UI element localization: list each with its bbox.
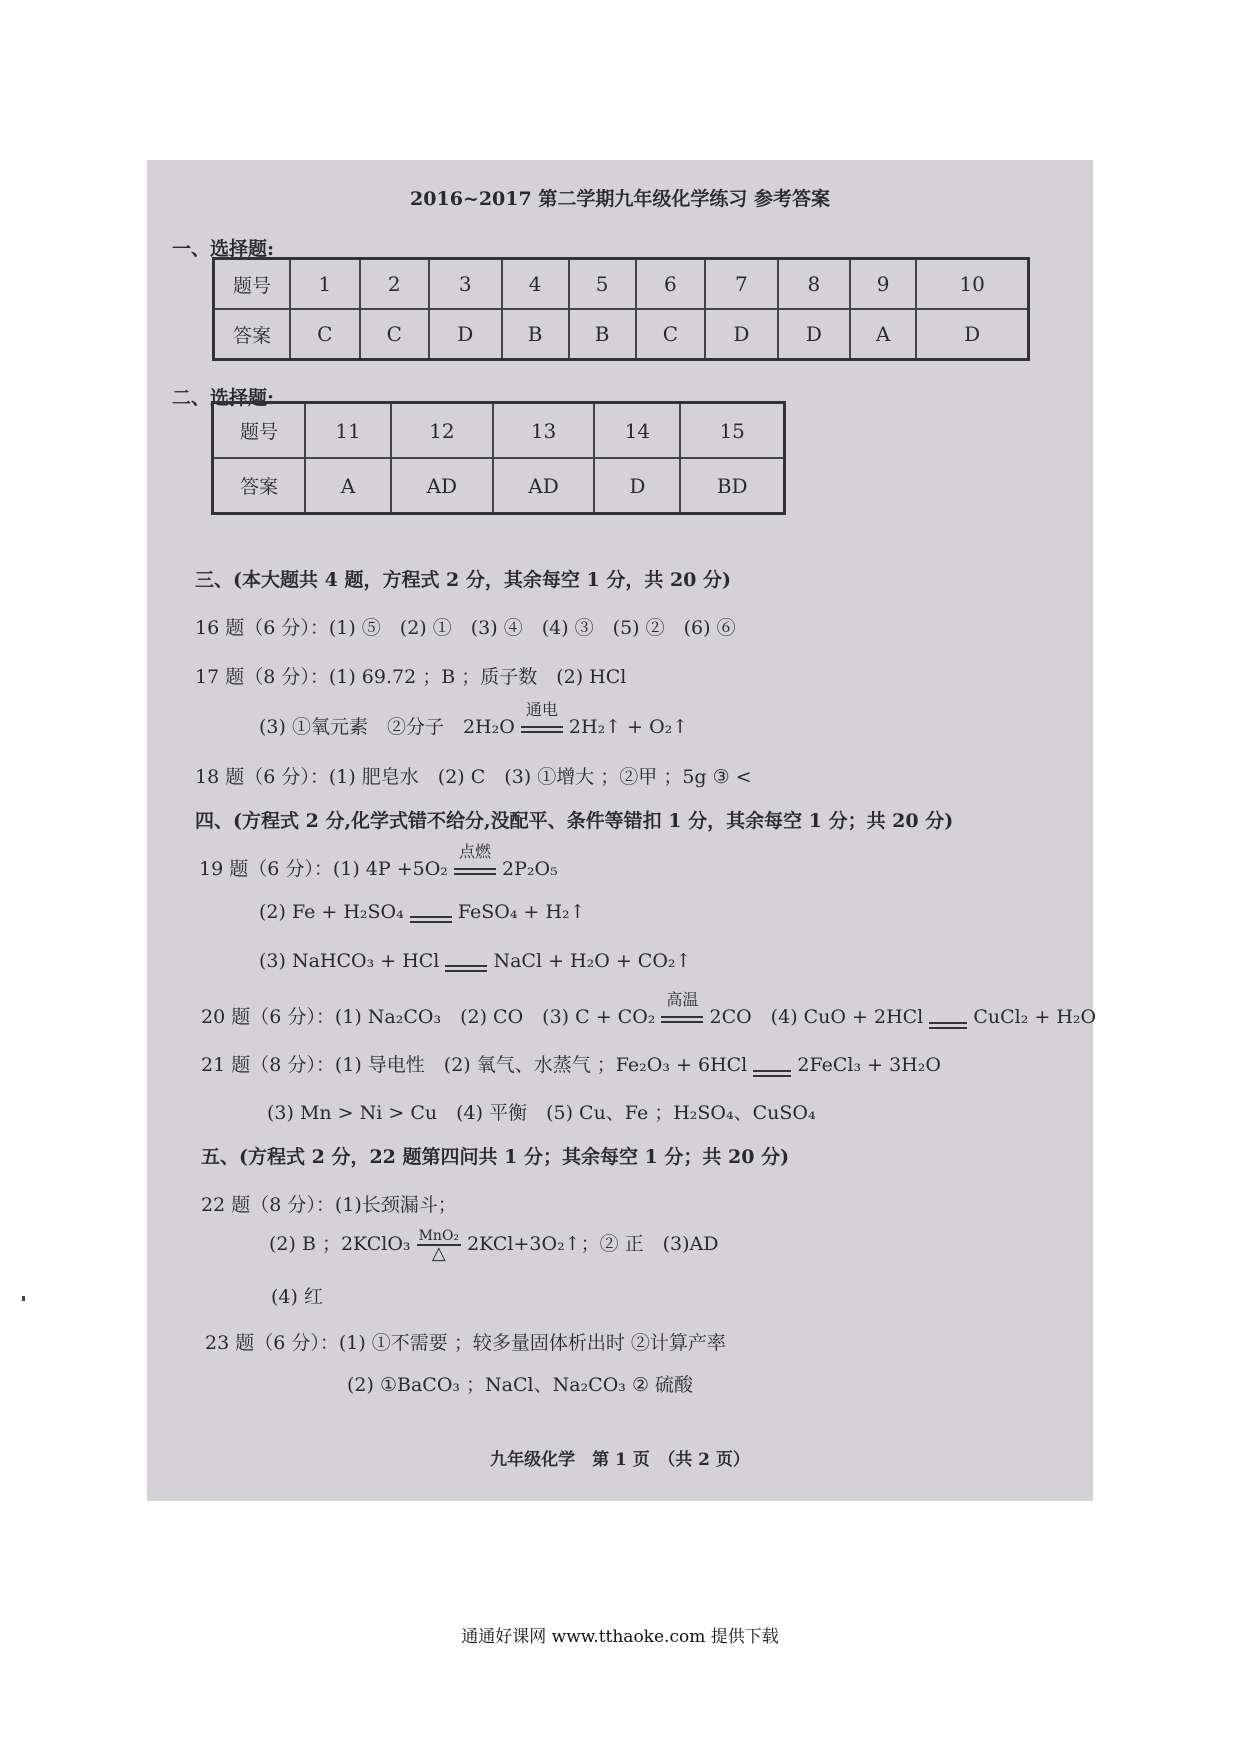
equation-products: 2H₂↑ + O₂↑ xyxy=(568,716,689,738)
answer-table-2 xyxy=(211,401,786,515)
equation-reactants: (3) NaHCO₃ + HCl xyxy=(259,950,440,972)
answer-line-23b: (2) ①BaCO₃ ；NaCl、Na₂CO₃ ② 硫酸 xyxy=(347,1374,694,1396)
table-cell: 3 xyxy=(429,259,501,310)
heat-symbol: △ xyxy=(431,1243,446,1264)
reaction-condition xyxy=(454,842,496,881)
equation-reactants: (2) B ；2KClO₃ xyxy=(269,1233,411,1255)
equation-products: 2KCl+3O₂↑；② 正 (3)AD xyxy=(467,1233,719,1255)
scanned-answer-sheet xyxy=(147,160,1097,1501)
table-cell: D xyxy=(916,309,1028,360)
table-cell: 10 xyxy=(916,259,1028,310)
answer-line-17b xyxy=(259,700,689,739)
answer-line-21b: (3) Mn > Ni > Cu (4) 平衡 (5) Cu、Fe ；H₂SO₄、CuSO₄ xyxy=(267,1102,816,1124)
reaction-condition xyxy=(661,990,703,1029)
table-cell: B xyxy=(569,309,636,360)
equation-products: NaCl + H₂O + CO₂↑ xyxy=(493,950,692,972)
table-cell: 11 xyxy=(305,403,391,459)
table-cell: AD xyxy=(493,458,595,514)
table-cell: 4 xyxy=(502,259,569,310)
table-cell: 1 xyxy=(290,259,360,310)
answer-line-18: 18 题（6 分）：(1) 肥皂水 (2) C (3) ①增大 ；②甲 ；5g ③ < xyxy=(195,766,752,788)
equation-reactants: 21 题（8 分）：(1) 导电性 (2) 氧气、水蒸气 ；Fe₂O₃ + 6HCl xyxy=(201,1054,748,1076)
table-cell: 8 xyxy=(778,259,850,310)
section-4-heading: 四、(方程式 2 分,化学式错不给分,没配平、条件等错扣 1 分，其余每空 1 分；共 20 分) xyxy=(195,810,954,832)
table-cell: 6 xyxy=(636,259,706,310)
table-cell: D xyxy=(594,458,680,514)
answer-line-22a: 22 题（8 分）：(1)长颈漏斗； xyxy=(201,1194,457,1216)
table-cell: 14 xyxy=(594,403,680,459)
row-label-answer: 答案 xyxy=(214,309,291,360)
answer-line-22b xyxy=(269,1228,719,1262)
answer-line-19c xyxy=(259,950,691,972)
table-cell: D xyxy=(429,309,501,360)
table-cell: AD xyxy=(391,458,493,514)
table-cell: A xyxy=(850,309,916,360)
table-cell: D xyxy=(778,309,850,360)
equation-middle: 2CO (4) CuO + 2HCl xyxy=(709,1006,924,1028)
equation-reactants: 19 题（6 分）：(1) 4P +5O₂ xyxy=(199,858,448,880)
table-cell: 2 xyxy=(360,259,430,310)
table-row-numbers xyxy=(214,259,1029,310)
table-cell: B xyxy=(502,309,569,360)
equation-products: FeSO₄ + H₂↑ xyxy=(457,901,586,923)
table-row-numbers xyxy=(213,403,785,459)
answer-table-1 xyxy=(212,257,1030,361)
equals-arrow xyxy=(753,1070,791,1077)
section-2-heading: 二、选择题: xyxy=(172,387,275,409)
table-cell: BD xyxy=(680,458,784,514)
equals-arrow xyxy=(454,868,496,875)
table-cell: C xyxy=(636,309,706,360)
condition-label: 通电 xyxy=(525,700,558,719)
row-label-number: 题号 xyxy=(213,403,306,459)
section-3-heading: 三、(本大题共 4 题，方程式 2 分，其余每空 1 分，共 20 分) xyxy=(195,569,731,591)
equation-products: CuCl₂ + H₂O xyxy=(973,1006,1097,1028)
answer-line-22c: (4) 红 xyxy=(271,1286,323,1308)
reaction-condition xyxy=(417,1228,461,1262)
equation-reactants: (2) Fe + H₂SO₄ xyxy=(259,901,404,923)
answer-line-20 xyxy=(201,990,1097,1029)
page-title: 2016~2017 第二学期九年级化学练习 参考答案 xyxy=(410,188,830,210)
equals-arrow xyxy=(521,726,563,733)
row-label-number: 题号 xyxy=(214,259,291,310)
scan-speck xyxy=(22,1296,25,1301)
equals-arrow xyxy=(410,916,452,923)
table-cell: C xyxy=(360,309,430,360)
download-credit: 通通好课网 www.tthaoke.com 提供下载 xyxy=(461,1627,779,1647)
table-cell: C xyxy=(290,309,360,360)
answer-line-19a xyxy=(199,842,558,881)
equals-arrow xyxy=(445,965,487,972)
section-1-heading: 一、选择题: xyxy=(172,238,275,260)
equation-reactants: 20 题（6 分）：(1) Na₂CO₃ (2) CO (3) C + CO₂ xyxy=(201,1006,656,1028)
equals-arrow xyxy=(929,1022,967,1029)
condition-label: 高温 xyxy=(666,990,699,1009)
answer-line-17a: 17 题（8 分）：(1) 69.72 ；B ；质子数 (2) HCl xyxy=(195,666,627,688)
table-cell: 12 xyxy=(391,403,493,459)
equation-reactants: (3) ①氧元素 ②分子 2H₂O xyxy=(259,716,515,738)
table-row-answers xyxy=(214,309,1029,360)
row-label-answer: 答案 xyxy=(213,458,306,514)
reaction-condition xyxy=(521,700,563,739)
condition-label: 点燃 xyxy=(458,842,491,861)
table-cell: 7 xyxy=(705,259,777,310)
table-cell: D xyxy=(705,309,777,360)
equation-products: 2FeCl₃ + 3H₂O xyxy=(797,1054,941,1076)
table-row-answers xyxy=(213,458,785,514)
answer-line-19b xyxy=(259,901,586,923)
answer-line-16: 16 题（6 分）：(1) ⑤ (2) ① (3) ④ (4) ③ (5) ② (6) ⑥ xyxy=(195,617,736,639)
table-cell: A xyxy=(305,458,391,514)
equation-products: 2P₂O₅ xyxy=(502,858,558,880)
table-cell: 13 xyxy=(493,403,595,459)
catalyst-label: MnO₂ xyxy=(418,1228,460,1244)
section-5-heading: 五、(方程式 2 分，22 题第四问共 1 分；其余每空 1 分；共 20 分) xyxy=(201,1146,790,1168)
equals-arrow xyxy=(661,1016,703,1023)
page-footer: 九年级化学 第 1 页 （共 2 页） xyxy=(490,1450,750,1470)
answer-line-23a: 23 题（6 分）：(1) ①不需要 ；较多量固体析出时 ②计算产率 xyxy=(205,1332,726,1354)
table-cell: 15 xyxy=(680,403,784,459)
table-cell: 5 xyxy=(569,259,636,310)
table-cell: 9 xyxy=(850,259,916,310)
answer-line-21a xyxy=(201,1050,941,1077)
